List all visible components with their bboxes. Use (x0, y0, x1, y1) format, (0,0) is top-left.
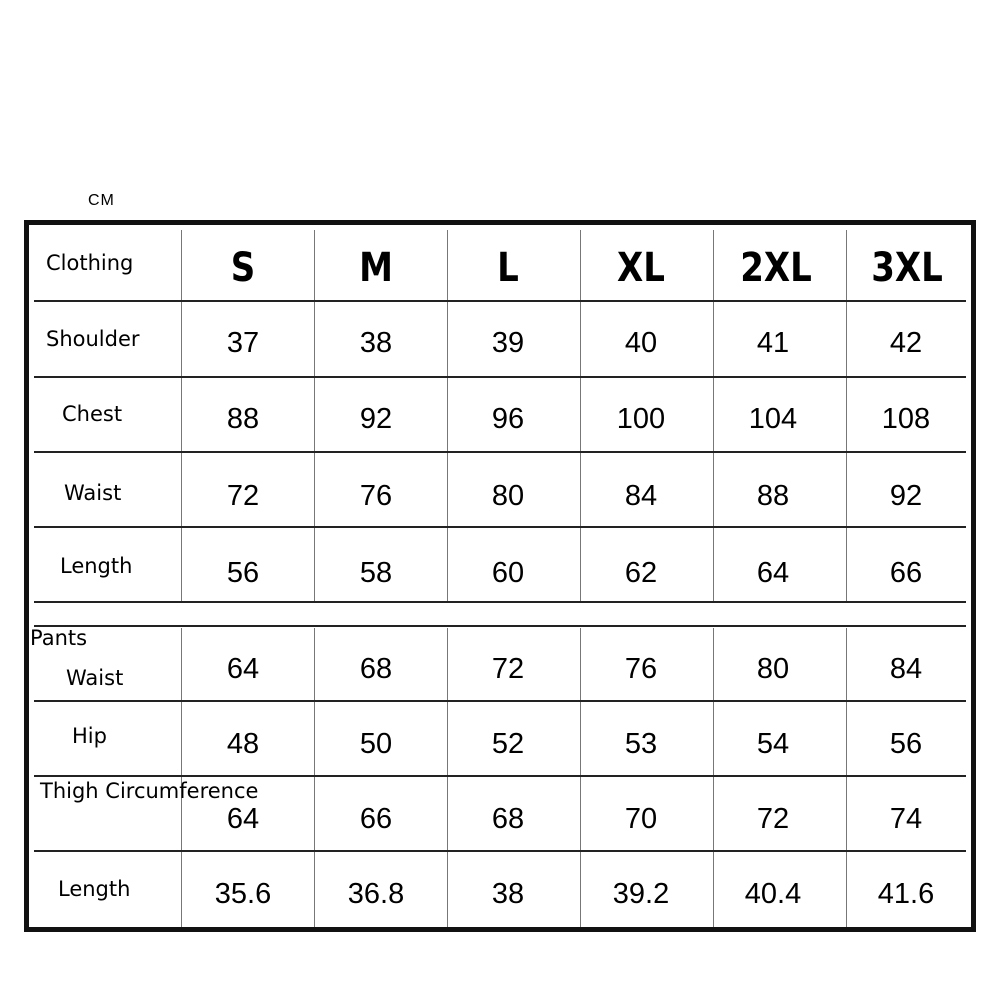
size-header-s: S (230, 245, 256, 291)
size-chart-table (24, 220, 976, 932)
section-label-pants: Pants (30, 626, 88, 650)
value-cell: 36.8 (347, 878, 405, 910)
row-divider (34, 850, 966, 852)
value-cell: 88 (226, 403, 260, 435)
size-header-3xl: 3XL (871, 245, 943, 291)
row-label-shoulder: Shoulder (46, 327, 140, 351)
value-cell: 54 (756, 728, 790, 760)
row-divider (34, 526, 966, 528)
column-divider (181, 628, 182, 927)
value-cell: 38 (359, 327, 393, 359)
value-cell: 66 (889, 557, 923, 589)
value-cell: 68 (359, 653, 393, 685)
row-divider (34, 775, 966, 777)
row-divider (34, 376, 966, 378)
value-cell: 41 (756, 327, 790, 359)
value-cell: 62 (624, 557, 658, 589)
value-cell: 84 (889, 653, 923, 685)
value-cell: 50 (359, 728, 393, 760)
value-cell: 68 (491, 803, 525, 835)
column-divider (314, 230, 315, 603)
column-divider (846, 230, 847, 603)
value-cell: 92 (359, 403, 393, 435)
column-divider (314, 628, 315, 927)
value-cell: 58 (359, 557, 393, 589)
value-cell: 104 (748, 403, 798, 435)
value-cell: 53 (624, 728, 658, 760)
value-cell: 80 (756, 653, 790, 685)
column-divider (580, 230, 581, 603)
row-divider (34, 300, 966, 302)
value-cell: 76 (624, 653, 658, 685)
value-cell: 41.6 (877, 878, 935, 910)
row-label-chest: Chest (62, 402, 123, 426)
row-label-waist: Waist (64, 481, 122, 505)
value-cell: 72 (491, 653, 525, 685)
value-cell: 64 (756, 557, 790, 589)
value-cell: 74 (889, 803, 923, 835)
value-cell: 70 (624, 803, 658, 835)
value-cell: 66 (359, 803, 393, 835)
value-cell: 76 (359, 480, 393, 512)
row-divider (34, 700, 966, 702)
column-divider (713, 628, 714, 927)
row-divider (34, 601, 966, 603)
row-label-length: Length (60, 554, 133, 578)
value-cell: 80 (491, 480, 525, 512)
value-cell: 56 (889, 728, 923, 760)
value-cell: 39.2 (612, 878, 670, 910)
column-divider (580, 628, 581, 927)
value-cell: 35.6 (214, 878, 272, 910)
value-cell: 56 (226, 557, 260, 589)
size-header-xl: XL (617, 245, 665, 291)
value-cell: 72 (226, 480, 260, 512)
value-cell: 72 (756, 803, 790, 835)
size-header-2xl: 2XL (740, 245, 812, 291)
value-cell: 42 (889, 327, 923, 359)
column-divider (846, 628, 847, 927)
value-cell: 108 (881, 403, 931, 435)
value-cell: 39 (491, 327, 525, 359)
value-cell: 40.4 (744, 878, 802, 910)
column-divider (181, 230, 182, 603)
row-label-pants-waist: Waist (66, 666, 124, 690)
value-cell: 88 (756, 480, 790, 512)
corner-label: Clothing (46, 251, 134, 275)
row-label-pants-length: Length (58, 877, 131, 901)
value-cell: 92 (889, 480, 923, 512)
value-cell: 60 (491, 557, 525, 589)
value-cell: 64 (226, 803, 260, 835)
value-cell: 37 (226, 327, 260, 359)
row-divider (34, 451, 966, 453)
column-divider (447, 628, 448, 927)
value-cell: 38 (491, 878, 525, 910)
size-header-m: M (359, 245, 393, 291)
value-cell: 52 (491, 728, 525, 760)
value-cell: 64 (226, 653, 260, 685)
column-divider (447, 230, 448, 603)
value-cell: 100 (616, 403, 666, 435)
value-cell: 48 (226, 728, 260, 760)
row-label-thigh-circumference: Thigh Circumference (40, 779, 259, 803)
row-divider (34, 625, 966, 627)
unit-label: CM (88, 192, 115, 209)
value-cell: 96 (491, 403, 525, 435)
size-header-l: L (497, 245, 519, 291)
value-cell: 84 (624, 480, 658, 512)
value-cell: 40 (624, 327, 658, 359)
row-label-hip: Hip (72, 724, 107, 748)
column-divider (713, 230, 714, 603)
